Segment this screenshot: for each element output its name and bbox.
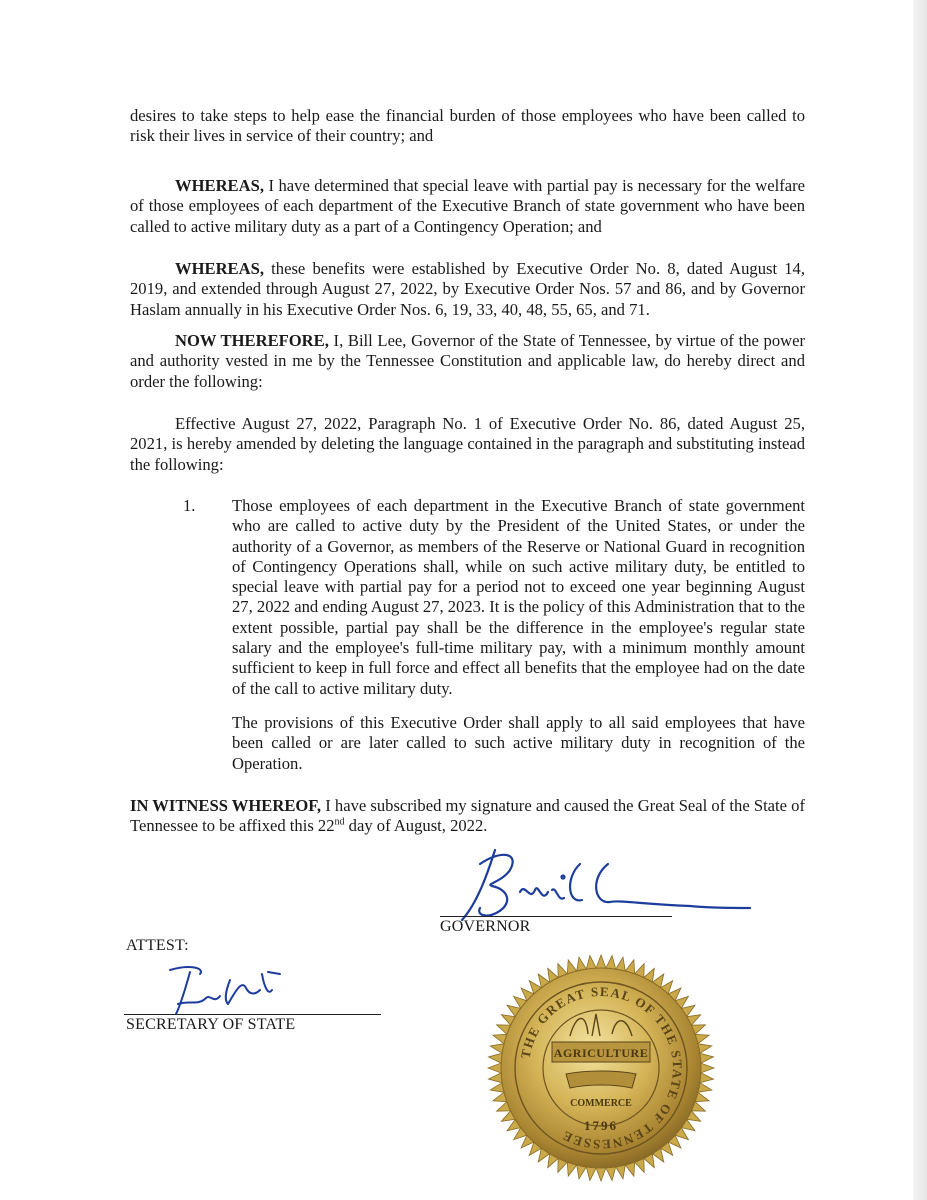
page-edge <box>913 0 927 1200</box>
witness-lead: IN WITNESS WHEREOF, <box>130 796 322 815</box>
state-seal <box>486 954 716 1182</box>
whereas-paragraph-1: WHEREAS, I have determined that special leave with partial pay is necessary for the welfare of those employees of each department of the Executive Branch of state government who have been called to active military duty as a part of a Contingency Operation; and <box>130 176 805 236</box>
effective-paragraph: Effective August 27, 2022, Paragraph No. 1 of Executive Order No. 86, dated August 25, 2021, is hereby amended by deleting the language contained in the paragraph and substituting instead the following: <box>130 414 805 474</box>
governor-label: GOVERNOR <box>440 918 531 935</box>
list-item-number: 1. <box>183 496 196 515</box>
seal-boat-icon <box>566 1071 636 1088</box>
seal-commerce-text: COMMERCE <box>570 1098 632 1109</box>
seal-agriculture-text: AGRICULTURE <box>553 1046 649 1060</box>
list-item-text: Those employees of each department in the Executive Branch of state government who are called to active duty by the President of the United States, or under the authority of a Governor, as members of the Reserve or National Guard in recognition of Contingency Operations shall, while on such active military duty, be entitled to special leave with partial pay for a period not to exceed one year beginning August 27, 2022 and ending August 27, 2023. It is the policy of this Administration that to the extent possible, partial pay shall be the difference in the employee's regular state salary and the employee's full-time military pay, with a minimum monthly amount sufficient to keep in full force and effect all benefits that the employee had on the date of the call to active military duty. <box>232 496 805 698</box>
whereas-paragraph-2: WHEREAS, these benefits were established by Executive Order No. 8, dated August 14, 2019, and extended through August 27, 2022, by Executive Order Nos. 57 and 86, and by Governor Haslam annually in his Executive Order Nos. 6, 19, 33, 40, 48, 55, 65, and 71. <box>130 259 805 319</box>
witness-paragraph: IN WITNESS WHEREOF, I have subscribed my signature and caused the Great Seal of the State of Tennessee to be affixed this 22nd day of August, 2022. <box>130 796 805 836</box>
whereas-lead: WHEREAS, <box>175 176 264 195</box>
secretary-signature-line <box>124 1014 381 1015</box>
secretary-signature <box>160 960 290 1020</box>
now-therefore-paragraph: NOW THEREFORE, I, Bill Lee, Governor of the State of Tennessee, by virtue of the power and authority vested in me by the Tennessee Constitution and applicable law, do hereby direct and order the following: <box>130 331 806 391</box>
secretary-label: SECRETARY OF STATE <box>126 1016 296 1033</box>
attest-label: ATTEST: <box>126 937 189 954</box>
seal-ring-text: THE GREAT SEAL OF THE STATE OF TENNESSEE <box>517 983 686 1153</box>
provisions-paragraph: The provisions of this Executive Order shall apply to all said employees that have been called or are later called to such active military duty in recognition of the Operation. <box>232 713 805 773</box>
seal-year-text: 1796 <box>584 1118 618 1133</box>
governor-signature-line <box>440 916 672 917</box>
intro-paragraph: desires to take steps to help ease the financial burden of those employees who have been called to risk their lives in service of their country; and <box>130 106 805 146</box>
whereas-lead: WHEREAS, <box>175 259 264 278</box>
now-therefore-lead: NOW THEREFORE, <box>175 331 329 350</box>
